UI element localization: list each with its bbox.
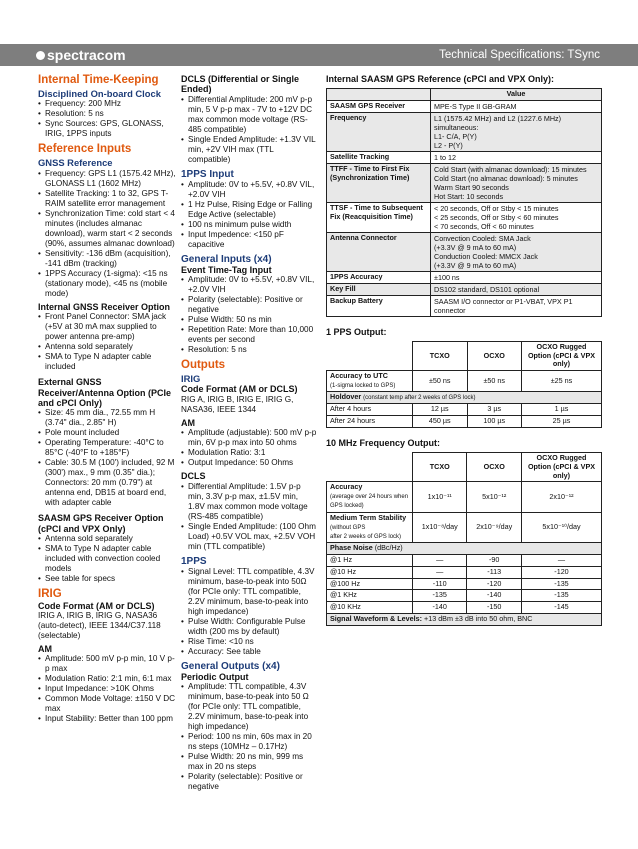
row-label: Medium Term Stability <box>330 512 407 522</box>
subsection-title: AM <box>181 417 195 428</box>
list-item: • Cable: 30.5 M (100') included, 92 M (300') max., 9 mm (0.35" dia.); Connectors: 20 mm (0.79") at antenna end, DB15 at board end, with adapter cable <box>38 458 176 508</box>
list-item: • Period: 100 ns min, 60s max in 20 ns steps (10MHz – 0.17Hz) <box>181 732 317 752</box>
row-sublabel: (dBc/Hz) <box>374 543 403 553</box>
table-row <box>327 163 602 202</box>
table-row-label: @1 Hz <box>327 554 413 566</box>
spec-list <box>38 169 176 299</box>
cell-line: < 20 seconds, Off or Stby < 15 minutes <box>434 203 559 213</box>
row-label: Signal Waveform & Levels: <box>330 613 422 623</box>
table-row-label <box>327 613 602 625</box>
row-sublabel: after 2 weeks of GPS lock) <box>330 533 402 540</box>
list-item: • 100 ns minimum pulse width <box>181 220 317 230</box>
row-label: Accuracy to UTC <box>330 371 388 381</box>
logo-dot-icon <box>36 51 45 60</box>
table-row-label: 1PPS Accuracy <box>327 271 431 283</box>
list-item: • See table for specs <box>38 574 176 584</box>
list-item: • Antenna sold separately <box>38 342 176 352</box>
cell-line: L1 (1575.42 MHz) and L2 (1227.6 MHz) <box>434 113 562 123</box>
section-title: Internal Time-Keeping <box>38 74 159 86</box>
table-row <box>327 112 602 151</box>
list-item: • Polarity (selectable): Positive or negative <box>181 772 317 792</box>
list-item: • SMA to Type N adapter cable included with convection cooled models <box>38 544 176 574</box>
table-row-label: Satellite Tracking <box>327 151 431 163</box>
subsection-title: DCLS <box>181 471 206 482</box>
list-item: • Satellite Tracking: 1 to 32, GPS T-RAIM satellite error management <box>38 189 176 209</box>
table-cell: -135 <box>522 578 602 590</box>
body-text: IRIG A, IRIG B, IRIG G, NASA36 (auto-detect), IEEE 1344/C37.118 (selectable) <box>38 610 161 640</box>
table-cell: ±50 ns <box>467 371 522 392</box>
spec-list <box>38 312 176 372</box>
table-row-label <box>327 543 602 555</box>
table-cell <box>431 112 602 151</box>
table-cell: 1x10⁻¹¹ <box>413 482 467 512</box>
list-item: • Rise Time: <10 ns <box>181 637 317 647</box>
cell-line: MPE-S Type II GB-GRAM <box>434 101 517 111</box>
table-cell <box>431 163 602 202</box>
list-item: • Size: 45 mm dia., 72.55 mm H (3.74" dia., 2.85" H) <box>38 408 176 428</box>
column-right <box>326 74 602 626</box>
cell-line: Conduction Cooled: MMCX Jack <box>434 251 538 261</box>
table-row-label: Frequency <box>327 112 431 151</box>
table-cell: -135 <box>413 590 467 602</box>
table-cell: -140 <box>413 602 467 614</box>
table-cell <box>431 202 602 232</box>
list-item: • Pole mount included <box>38 428 176 438</box>
table-row <box>327 554 602 566</box>
list-item: • Amplitude: 0V to +5.5V, +0.8V VIL, +2.0V VIH <box>181 275 317 295</box>
table-cell: 1x10⁻⁸/day <box>413 512 467 542</box>
column-middle <box>181 74 317 792</box>
row-value: +13 dBm ±3 dB into 50 ohm, BNC <box>424 613 533 623</box>
spec-list <box>38 534 176 584</box>
spec-list <box>181 180 317 250</box>
list-item: • Pulse Width: 20 ns min, 999 ms max in 20 ns steps <box>181 752 317 772</box>
subsection-title: Periodic Output <box>181 671 249 682</box>
cell-line: DS102 standard, DS101 optional <box>434 284 540 294</box>
spec-list <box>181 95 317 165</box>
table-header-ocxo: OCXO <box>467 453 522 482</box>
list-item: • Input Impedance: >10K Ohms <box>38 684 176 694</box>
table-header-tcxo: TCXO <box>413 341 468 370</box>
list-item: • Differential Amplitude: 1.5V p-p min, 3.3V p-p max, ±1.5V min, 1.8V max common mode voltage (RS-485 compatible) <box>181 482 317 522</box>
brand-name: spectracom <box>47 47 126 63</box>
cell-line: Convection Cooled: SMA Jack <box>434 233 531 243</box>
list-item: • 1PPS Accuracy (1-sigma): <15 ns (stationary mode), <45 ns (mobile mode) <box>38 269 176 299</box>
mhz-table <box>326 452 602 626</box>
list-item: • Pulse Width: 50 ns min <box>181 315 317 325</box>
list-item: • Modulation Ratio: 3:1 <box>181 448 317 458</box>
table-header-blank <box>327 453 413 482</box>
table-header-ocxo-rugged: OCXO Rugged Option (cPCI & VPX only) <box>522 341 602 370</box>
table-cell <box>431 283 602 295</box>
table-cell: ±50 ns <box>413 371 468 392</box>
table-cell: 1 µs <box>522 404 602 416</box>
subsection-title: AM <box>38 643 52 654</box>
list-item: • SMA to Type N adapter cable included <box>38 352 176 372</box>
list-item: • Operating Temperature: -40°C to 85°C (-40°F to +185°F) <box>38 438 176 458</box>
section-title: 1PPS <box>181 555 207 567</box>
table-cell: — <box>413 554 467 566</box>
list-item: • Resolution: 5 ns <box>38 109 176 119</box>
table-cell: — <box>413 566 467 578</box>
list-item: • Polarity (selectable): Positive or negative <box>181 295 317 315</box>
list-item: • Synchronization Time: cold start < 4 minutes (includes almanac download), warm start < 2 seconds (90%, assumes almanac download) <box>38 209 176 249</box>
table-row-label: @100 Hz <box>327 578 413 590</box>
list-item: • Amplitude: TTL compatible, 4.3V minimum, base-to-peak into 50 Ω (for PCIe only: TTL compatible, 2.2V minimum, base-to-peak into high impedance) <box>181 682 317 732</box>
subsection-title: External GNSS Receiver/Antenna Option (PCIe and cPCI Only) <box>38 377 172 408</box>
table-cell: -110 <box>413 578 467 590</box>
table-row <box>327 590 602 602</box>
subsection-title: Code Format (AM or DCLS) <box>181 384 298 395</box>
subsection-title: DCLS (Differential or Single Ended) <box>181 74 300 95</box>
table-row <box>327 202 602 232</box>
table-cell: ±25 ns <box>522 371 602 392</box>
section-subtitle: GNSS Reference <box>38 157 113 169</box>
cell-line: ±100 ns <box>434 272 460 282</box>
table-cell: 5x10⁻¹⁰/day <box>522 512 602 542</box>
cell-line: 1 to 12 <box>434 152 456 162</box>
table-header-blank <box>327 88 431 100</box>
table-row <box>327 602 602 614</box>
list-item: • Differential Amplitude: 200 mV p-p min, 5 V p-p max - 7V to +12V DC max common mode voltage (RS-485 compatible) <box>181 95 317 135</box>
spec-list <box>181 567 317 657</box>
cell-line: L2 - P(Y) <box>434 140 463 150</box>
table-cell: -135 <box>522 590 602 602</box>
table-header-blank <box>327 341 413 370</box>
table-row-label <box>327 482 413 512</box>
header-bar <box>0 44 638 66</box>
table-cell: 2x10⁻¹² <box>522 482 602 512</box>
table-cell: -140 <box>467 590 522 602</box>
section-title: Reference Inputs <box>38 143 132 156</box>
list-item: • Input Impedence: <150 pF capacitive <box>181 230 317 250</box>
cell-line: Warm Start 90 seconds <box>434 182 509 192</box>
row-label: Phase Noise <box>330 543 373 553</box>
list-item: • Signal Level: TTL compatible, 4.3V minimum, base-to-peak into 50Ω (for PCIe only: TTL compatible, 2.2V minimum, base-to-peak into high impedance) <box>181 567 317 617</box>
table-row <box>327 232 602 271</box>
table-row-label: SAASM GPS Receiver <box>327 100 431 112</box>
table-row <box>327 100 602 112</box>
cell-line: SAASM I/O connector or P1-VBAT, VPX P1 connector <box>434 296 573 315</box>
list-item: • Output Impedance: 50 Ohms <box>181 458 317 468</box>
saasm-table <box>326 88 602 317</box>
table-row-label: TTSF - Time to Subsequent Fix (Reacquisition Time) <box>327 202 431 232</box>
table-cell: 2x10⁻⁹/day <box>467 512 522 542</box>
cell-line: simultaneous: <box>434 122 479 132</box>
list-item: • Frequency: 200 MHz <box>38 99 176 109</box>
table-cell: 100 µs <box>467 416 522 428</box>
row-label: Holdover <box>330 392 362 402</box>
spec-list <box>181 275 317 355</box>
table-cell <box>431 232 602 271</box>
table-cell: 3 µs <box>467 404 522 416</box>
spec-list <box>181 682 317 792</box>
table-row-label: @10 KHz <box>327 602 413 614</box>
section-title: General Outputs (x4) <box>181 660 280 672</box>
cell-line: Cold Start (with almanac download): 15 minutes <box>434 164 587 174</box>
pps-table <box>326 341 602 428</box>
list-item: • Sync Sources: GPS, GLONASS, IRIG, 1PPS inputs <box>38 119 176 139</box>
table-row <box>327 566 602 578</box>
table-row-label: After 24 hours <box>327 416 413 428</box>
table-title: 10 MHz Frequency Output: <box>326 438 441 449</box>
list-item: • Antenna sold separately <box>38 534 176 544</box>
list-item: • Amplitude: 500 mV p-p min, 10 V p-p max <box>38 654 176 674</box>
list-item: • Common Mode Voltage: ±150 V DC max <box>38 694 176 714</box>
spec-list <box>181 482 317 552</box>
table-row-label: Key Fill <box>327 283 431 295</box>
row-label: Accuracy <box>330 482 363 492</box>
table-cell: -150 <box>467 602 522 614</box>
table-header-tcxo: TCXO <box>413 453 467 482</box>
list-item: • Front Panel Connector: SMA jack (+5V at 30 mA max supplied to power antenna pre-amp) <box>38 312 176 342</box>
cell-line: (+3.3V @ 9 mA to 60 mA) <box>434 242 517 252</box>
subsection-title: SAASM GPS Receiver Option (cPCI and VPX Only) <box>38 513 164 534</box>
list-item: • Amplitude: 0V to +5.5V, +0.8V VIL, +2.0V VIH <box>181 180 317 200</box>
table-cell: 450 µs <box>413 416 468 428</box>
list-item: • 1 Hz Pulse, Rising Edge or Falling Edge Active (selectable) <box>181 200 317 220</box>
list-item: • Repetition Rate: More than 10,000 events per second <box>181 325 317 345</box>
row-sublabel: (without GPS <box>330 524 366 531</box>
section-title: Outputs <box>181 359 226 372</box>
list-item: • Pulse Width: Configurable Pulse width (200 ms by default) <box>181 617 317 637</box>
spec-list <box>38 99 176 139</box>
list-item: • Amplitude (adjustable): 500 mV p-p min, 6V p-p max into 50 ohms <box>181 428 317 448</box>
table-row <box>327 271 602 283</box>
section-title: 1PPS Input <box>181 168 234 180</box>
table-cell: -113 <box>467 566 522 578</box>
table-header-ocxo: OCXO <box>467 341 522 370</box>
table-row-label <box>327 371 413 392</box>
table-header-value: Value <box>431 88 602 100</box>
table-cell: -145 <box>522 602 602 614</box>
table-cell: -120 <box>522 566 602 578</box>
subsection-title: Event Time-Tag Input <box>181 264 272 275</box>
spec-list <box>181 428 317 468</box>
section-subtitle: Disciplined On-board Clock <box>38 87 161 99</box>
table-row-label <box>327 512 413 542</box>
brand-logo <box>36 48 126 62</box>
section-title: General Inputs (x4) <box>181 253 272 265</box>
section-title: IRIG <box>38 587 62 600</box>
table-cell: -120 <box>467 578 522 590</box>
row-sublabel: (constant temp after 2 weeks of GPS lock) <box>363 395 476 402</box>
table-title: 1 PPS Output: <box>326 326 387 337</box>
table-row-label: Antenna Connector <box>327 232 431 271</box>
list-item: • Sensitivity: -136 dBm (acquisition), -141 dBm (tracking) <box>38 249 176 269</box>
cell-line: Cold Start (no almanac download): 5 minutes <box>434 173 578 183</box>
section-subtitle: IRIG <box>181 372 201 384</box>
table-row <box>327 151 602 163</box>
table-row <box>327 283 602 295</box>
row-sublabel: (average over 24 hours when GPS locked) <box>330 494 409 510</box>
cell-line: < 70 seconds, Off < 60 minutes <box>434 221 534 231</box>
list-item: • Single Ended Amplitude: (100 Ohm Load) +0.5V VOL max, +2.5V VOH min (TTL compatible) <box>181 522 317 552</box>
table-row-label: TTFF - Time to First Fix (Synchronization Time) <box>327 163 431 202</box>
table-cell <box>431 151 602 163</box>
table-cell <box>431 271 602 283</box>
table-row <box>327 295 602 316</box>
table-cell: -90 <box>467 554 522 566</box>
table-cell: 12 µs <box>413 404 468 416</box>
list-item: • Modulation Ratio: 2:1 min, 6:1 max <box>38 674 176 684</box>
list-item: • Single Ended Amplitude: +1.3V VIL min, +2V VIH max (TTL compatible) <box>181 135 317 165</box>
row-sublabel: (1-sigma locked to GPS) <box>330 382 396 389</box>
table-cell: 25 µs <box>522 416 602 428</box>
column-left <box>38 74 176 724</box>
body-text: RIG A, IRIG B, IRIG E, IRIG G, NASA36, IEEE 1344 <box>181 394 294 414</box>
subsection-title: Code Format (AM or DCLS) <box>38 600 155 611</box>
cell-line: < 25 seconds, Off or Stby < 60 minutes <box>434 212 559 222</box>
table-cell: 5x10⁻¹² <box>467 482 522 512</box>
spec-list <box>38 408 176 508</box>
list-item: • Frequency: GPS L1 (1575.42 MHz), GLONASS L1 (1602 MHz) <box>38 169 176 189</box>
list-item: • Input Stability: Better than 100 ppm <box>38 714 176 724</box>
table-row-label: @1 KHz <box>327 590 413 602</box>
table-row-label: After 4 hours <box>327 404 413 416</box>
table-cell <box>431 295 602 316</box>
table-row-label <box>327 392 602 404</box>
list-item: • Resolution: 5 ns <box>181 345 317 355</box>
spec-list <box>38 654 176 724</box>
table-cell <box>431 100 602 112</box>
table-cell: — <box>522 554 602 566</box>
table-row <box>327 578 602 590</box>
cell-line: Hot Start: 10 seconds <box>434 191 504 201</box>
table-title: Internal SAASM GPS Reference (cPCI and VPX Only): <box>326 74 555 84</box>
table-header-ocxo-rugged: OCXO Rugged Option (cPCI & VPX only) <box>522 453 602 482</box>
table-row-label: @10 Hz <box>327 566 413 578</box>
cell-line: (+3.3V @ 9 mA to 60 mA) <box>434 260 517 270</box>
list-item: • Accuracy: See table <box>181 647 317 657</box>
page-title: Technical Specifications: TSync <box>439 49 600 61</box>
cell-line: L1- C/A, P(Y) <box>434 131 477 141</box>
table-row-label: Backup Battery <box>327 295 431 316</box>
subsection-title: Internal GNSS Receiver Option <box>38 301 171 312</box>
